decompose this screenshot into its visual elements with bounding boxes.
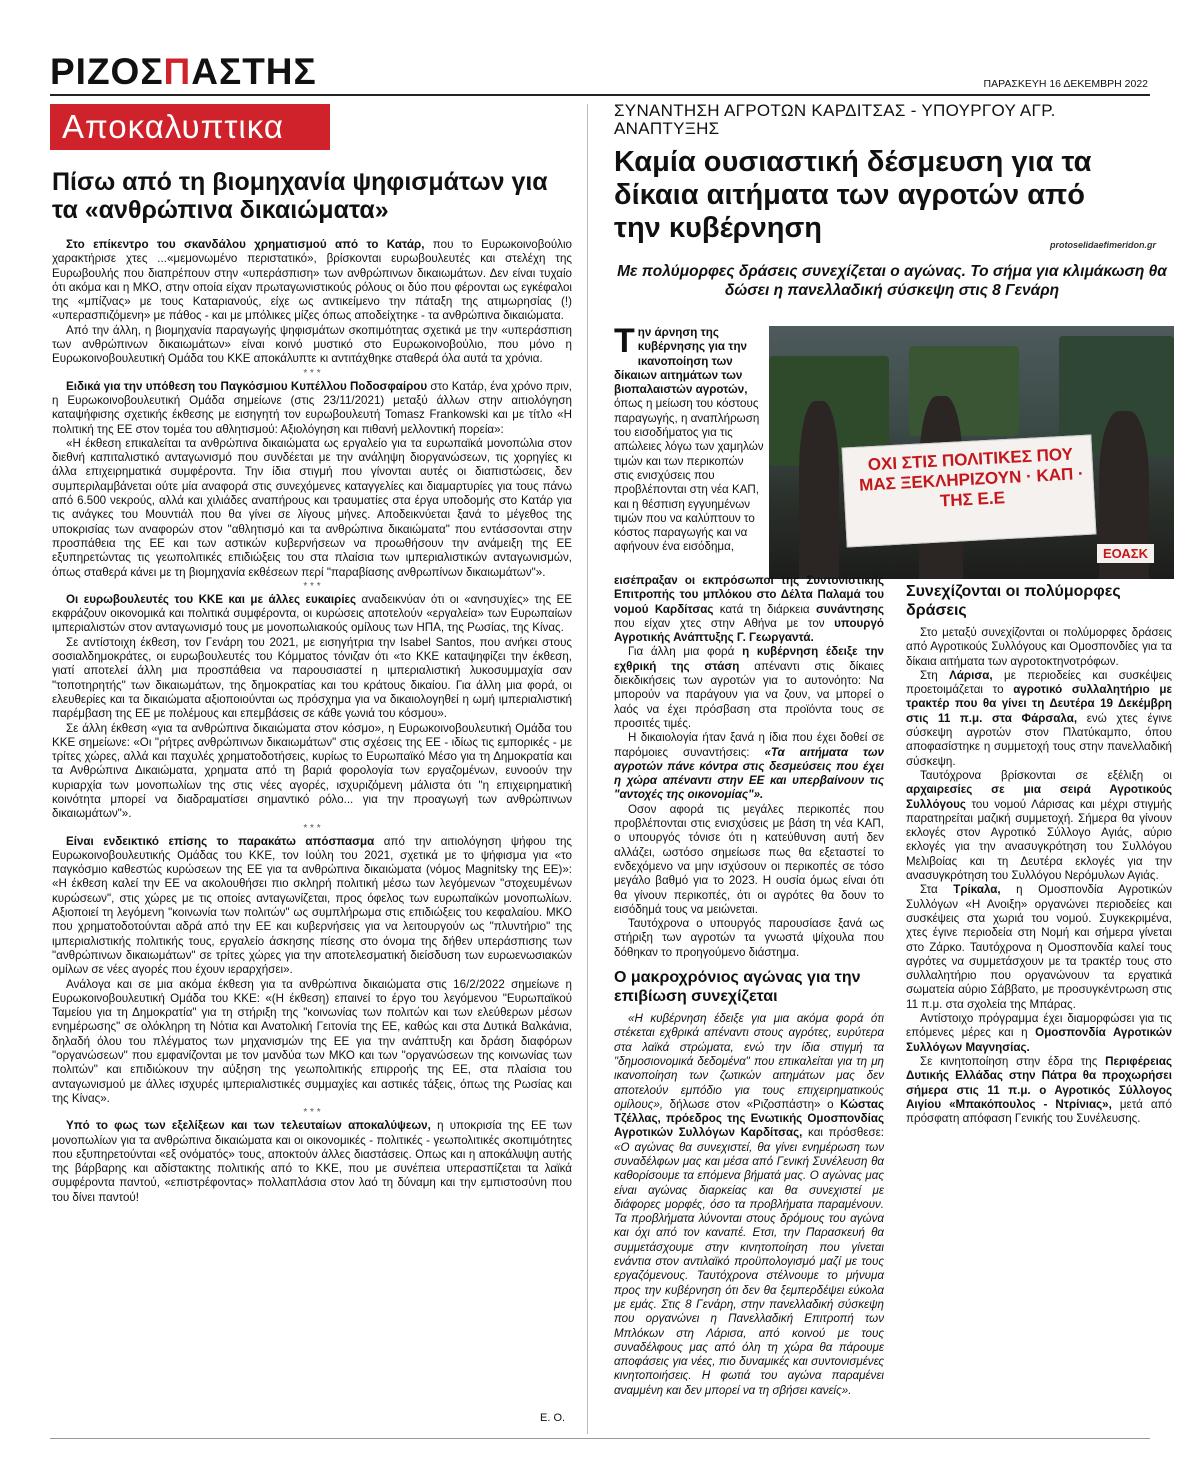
paragraph: Υπό το φως των εξελίξεων και των τελευταίων αποκαλύψεων, η υποκρισία της ΕΕ των μονοπωλίων για τα ανθρώπινα δικαιώματα και οι οικονομικές - πολιτικές - γεωπολιτικές σκοπιμότητες που εξυπηρετούνται «εξ ονόματός» τους, αποκτούν άλλες διαστάσεις. Οπως και η αποκάλυψη αυτής της βάρβαρης και αδίστακτης πολιτικής από το ΚΚΕ, που με συνέπεια υπερασπίζεται τα λαϊκά συμφέροντα παντού, «επιστρέφοντας» πολλαπλάσια στον λαό τη δύναμη και την εμπιστοσύνη που του δίνει παντού! [52,1119,572,1204]
paragraph: Οσον αφορά τις μεγάλες περικοπές που προβλέπονται στις ενισχύσεις με βάση τη νέα ΚΑΠ, ο υπουργός τόνισε ότι η κατεύθυνση αυτή δεν αλλάζει, ωστόσο σημείωσε πως θα εξεταστεί το ενδεχόμενο να μην ισχύσουν οι περικοπές σε τόσο μεγάλο βαθμό για το 2023. Η ουσία όμως είναι ότι θα γίνουν περικοπές, ότι οι αγρότες θα δουν το εισόδημά τους να μειώνεται. [614,802,884,916]
right-intro-column [614,322,764,555]
masthead-logo: ΡΙΖΟΣΠΑΣΤΗΣ [50,51,317,92]
right-column-1 [614,574,884,1398]
paragraph: Ταυτόχρονα βρίσκονται σε εξέλιξη οι αρχαιρεσίες σε μια σειρά Αγροτικούς Συλλόγους του νομού Λάρισας και μέχρι στιγμής παρατηρείται μαζική συμμετοχή. Σήμερα θα γίνουν εκλογές στον Αγροτικό Σύλλογο Αγιάς, αύριο εκλογές για την ανασυγκρότηση του Συλλόγου Μελιβοίας και τη Δευτέρα εκλογές για την ανασυγκρότηση του Συλλόγου Νερόμυλων Αγιάς. [906,768,1172,883]
separator-stars: * * * [303,367,321,379]
paragraph: Αντίστοιχο πρόγραμμα έχει διαμορφώσει για τις επόμενες μέρες και η Ομοσπονδία Αγροτικών Συλλόγων Μαγνησίας. [906,1012,1173,1054]
left-headline: Πίσω από τη βιομηχανία ψηφισμάτων για τα «ανθρώπινα δικαιώματα» [52,168,548,224]
paragraph: Στη Λάρισα, με περιοδείες και συσκέψεις προετοιμάζεται το αγροτικό συλλαλητήριο με τρακτέρ που θα γίνει τη Δευτέρα 19 Δεκέμβρη στις 11 π.μ. στα Φάρσαλα, ενώ χτες έγινε σύσκεψη αγροτών στον Πλατύκαμπο, όπου αποφασίστηκε η συμμετοχή τους στην πανελλαδική σύσκεψη. [906,668,1172,768]
footer-rule [50,1438,1150,1439]
author-signature: Ε. Ο. [540,1412,566,1424]
paragraph: Ανάλογα και σε μια ακόμα έκθεση για τα ανθρώπινα δικαιώματα στις 16/2/2022 σημείωνε η Ευρωκοινοβουλευτική Ομάδα του ΚΚΕ: «(Η έκθεση) επαινεί το έργο του λεγόμενου "Ευρωπαϊκού Ταμείου για τη Δημοκρατία" για τη στήριξη της "κοινωνίας των πολιτών και των ελεύθερων μέσων ενημέρωσης" σε ολόκληρη τη Νότια και Ανατολική Γειτονία της ΕΕ, καθώς και στα Δυτικά Βαλκάνια, δηλαδή όλου του πλέγματος των μηχανισμών της ΕΕ για την ανάπτυξη και δράση διαφόρων "οργανώσεων" που εμφανίζονται με τον μανδύα των ΜΚΟ και των "οργανώσεων της κοινωνίας των πολιτών" και επιδιώκουν την αύξηση της γεωπολιτικής επιρροής της ΕΕ, στα πλαίσια του ανταγωνισμού με άλλες ισχυρές ιμπεριαλιστικές συμμαχίες και αστικές τάξεις, όπως της Ρωσίας και της Κίνας». [52,977,572,1105]
paragraph: Σε κινητοποίηση στην έδρα της Περιφέρειας Δυτικής Ελλάδας στην Πάτρα θα προχωρήσει σήμερα στις 11 π.μ. ο Αγροτικός Σύλλογος Αιγίου «Μπακόπουλος - Ντρίνιας», μετά από πρόσφατη απόφαση Γενικής του Συνέλευσης. [906,1054,1172,1126]
paragraph: Σε αντίστοιχη έκθεση, τον Γενάρη του 2021, με εισηγήτρια την Isabel Santos, που ανήκει στους σοσιαλδημοκράτες, οι ευρωβουλευτές του Κόμματος τόνιζαν ότι «το ΚΚΕ καταψηφίζει την έκθεση, γιατί αποτελεί άλλη μια προσπάθεια να παρουσιαστεί η ιμπεριαλιστική λυκοσυμμαχία σαν "τοποτηρητής" των δικαιωμάτων, της δημοκρατίας και του κράτους δικαίου. Για άλλη μια φορά, οι ελευθερίες και τα δικαιώματα αξιοποιούνται ως πρόσχημα για να δικαιολογηθεί η ωμή ιμπεριαλιστική παρέμβαση της ΕΕ με πολέμους και επεμβάσεις σε κάθε γωνιά του κόσμου». [52,635,572,721]
right-subheadline: Με πολύμορφες δράσεις συνεχίζεται ο αγώνας. Το σήμα για κλιμάκωση θα δώσει η πανελλαδική σύσκεψη στις 8 Γενάρη [617,263,1167,299]
source-credit: protoselidaefimeridon.gr [1050,240,1157,250]
paragraph: Για άλλη μια φορά η κυβέρνηση έδειξε την εχθρική της στάση απέναντι στις δίκαιες διεκδικήσεις των αγροτών για το αυτονόητο: Να μπορούν να παράγουν για να ζουν, να μπορεί ο λαός να έχει πρόσβαση στα προϊόντα τους σε προσιτές τιμές. [614,645,884,730]
right-kicker: ΣΥΝΑΝΤΗΣΗ ΑΓΡΟΤΩΝ ΚΑΡΔΙΤΣΑΣ - ΥΠΟΥΡΓΟΥ ΑΓΡ. ΑΝΑΠΤΥΞΗΣ [614,101,1056,138]
paragraph: Οι ευρωβουλευτές του ΚΚΕ και με άλλες ευκαιρίες αναδεικνύαν ότι οι «ανησυχίες» της ΕΕ εκφράζουν οικονομικά και πολιτικά συμφέροντα, οι κυρώσεις αποτελούν «εργαλεία» των Ευρωπαίων ιμπεριαλιστών στον ανταγωνισμό τους με μονοπωλιακούς ομίλους των ΗΠΑ, της Ρωσίας, της Κίνας. [52,592,572,635]
farmers-protest-photo [769,326,1174,579]
photo-person [799,401,839,579]
paragraph: Στο επίκεντρο του σκανδάλου χρηματισμού από το Κατάρ, που το Ευρωκοινοβούλιο χαρακτήρισε χτες ...«μεμονωμένο περιστατικό», βρίσκονται ευρωβουλευτές και στελέχη της Ευρωβουλής που διαπρέπουν στην «υπεράσπιση» των ανθρώπινων δικαιωμάτων. Δεν είναι τυχαίο ότι ακόμα και η ΜΚΟ, στην οποία είχαν πρωταγωνιστικούς ρόλους οι δύο που φέρονται ως εγκέφαλοι της «μπίζνας» με τους Καταριανούς, είχε ως αντικείμενο την πάταξη της ατιμωρησίας (!) «υπερασπιζόμενη» με πάθος - και με μπόλικες μίζες όπως αποδείχτηκε - τα ανθρώπινα δικαιώματα. [52,238,572,323]
protest-banner: ΟΧΙ ΣΤΙΣ ΠΟΛΙΤΙΚΕΣ ΠΟΥ ΜΑΣ ΞΕΚΛΗΡΙΖΟΥΝ · ΚΑΠ · ΤΗΣ Ε.Ε [842,435,1097,548]
paragraph: Είναι ενδεικτικό επίσης το παρακάτω απόσπασμα από την αιτιολόγηση ψήφου της Ευρωκοινοβουλευτικής Ομάδας του ΚΚΕ, τον Ιούλη του 2021, σχετικά με το ψήφισμα για «το παγκόσμιο καθεστώς κυρώσεων της ΕΕ για τα ανθρώπινα δικαιώματα (νόμος Magnitsky της ΕΕ)»: «Η έκθεση καλεί την ΕΕ να ακολουθήσει πιο σκληρή πολιτική μέσω των λεγόμενων "στοχευμένων κυρώσεων", στις χώρες με τις οποίες ανταγωνίζεται, προς όφελος των ευρωπαϊκών μονοπωλίων. Αξιοποιεί τη λεγόμενη "κοινωνία των πολιτών" ως συμπλήρωμα στις επιδιώξεις του κεφαλαίου. ΜΚΟ που χρηματοδοτούνται αδρά από την ΕΕ και κυβερνήσεις για να λειτουργούν ως "πλυντήριο" της ιμπεριαλιστικής πολιτικής τους, εργαλείο άσκησης πίεσης στο όνομα της δήθεν υπεράσπισης των "ανθρώπινων δικαιωμάτων" σε τρίτες χώρες για την αποτελεσματική διείσδυση των ευρωενωσιακών ομίλων σε νέες αγορές που έχουν ιεραρχήσει». [52,834,573,977]
left-article-body [52,238,572,1205]
paragraph: Στα Τρίκαλα, η Ομοσπονδία Αγροτικών Συλλόγων «Η Ανοιξη» οργανώνει περιοδείες και συσκέψεις στα χωριά του νομού. Συγκεκριμένα, χτες έγινε περιοδεία στη Νομή και σήμερα γίνεται στο Ζάρκο. Ταυτόχρονα η Ομοσπονδία καλεί τους αγρότες να συμμετάσχουν με τα τρακτέρ τους στο συλλαλητήριο που οργανώνουν τα εργατικά σωματεία αύριο Σάββατο, με προσυγκέντρωση στις 11 π.μ. στα σχολεία της Μπάρας. [906,883,1172,1011]
right-headline: Καμία ουσιαστική δέσμευση για τα δίκαια αιτήματα των αγροτών από την κυβέρνηση [614,146,1092,244]
section-label: Αποκαλυπτικα [50,104,330,150]
separator-stars: * * * [303,580,321,592]
paragraph: «Η κυβέρνηση έδειξε για μια ακόμα φορά ότι στέκεται εχθρικά απέναντι στους αγρότες, ευρύτερα στα λαϊκά στρώματα, ενώ την ίδια στιγμή τα "δημοσιονομικά δεδομένα" που επικαλείται για τη μη ικανοποίηση των ζωτικών αιτημάτων μας δεν αποτελούν εμπόδιο για τους επιχειρηματικούς ομίλους», δήλωσε στον «Ριζοσπάστη» ο Κώστας Τζέλλας, πρόεδρος της Ενωτικής Ομοσπονδίας Αγροτικών Συλλόγων Καρδίτσας, και πρόσθεσε: «Ο αγώνας θα συνεχιστεί, θα γίνει ενημέρωση των συναδέλφων μας και μέσα από Γενική Συνέλευση θα καθορίσουμε τα επόμενα βήματά μας. Ο αγώνας μας είναι αγώνας διαρκείας και θα συνεχιστεί με διάφορες μορφές, όσο τα προβλήματα παραμένουν. Τα προβλήματα λύνονται στους δρόμους του αγώνα και όχι από τον καναπέ. Ετσι, την Παρασκευή θα συμμετάσχουμε στην κινητοποίηση που γίνεται ενάντια στον αντιλαϊκό προϋπολογισμό μαζί με τους εργαζόμενους. Ταυτόχρονα στέλνουμε το μήνυμα προς την κυβέρνηση ότι δεν θα ξεμπερδέψει εύκολα με εμάς. Στις 8 Γενάρη, στην πανελλαδική σύσκεψη που οργανώνει η Πανελλαδική Επιτροπή των Μπλόκων στη Λάρισα, από κοινού με τους συναδέλφους μας από όλη τη χώρα θα πάρουμε αποφάσεις για νέες, πιο δυναμικές και συντονισμένες κινητοποιήσεις. Η φωτιά του αγώνα παραμένει αναμμένη και δεν μπορεί να τη σβήσει κανείς». [614,1012,884,1397]
paragraph: Από την άλλη, η βιομηχανία παραγωγής ψηφισμάτων σκοπιμότητας σχετικά με την «υπεράσπιση των ανθρώπινων δικαιωμάτων» είναι κοινό μυστικό στο Ευρωκοινοβούλιο, που μόνο η Ευρωκοινοβουλευτική Ομάδα του ΚΚΕ αποκάλυπτε κι αντιτάχθηκε σταθερά όλα αυτά τα χρόνια. [52,323,572,366]
separator-stars: * * * [303,822,321,834]
paragraph: Στο μεταξύ συνεχίζονται οι πολύμορφες δράσεις από Αγροτικούς Συλλόγους και Ομοσπονδίες για τα δίκαια αιτήματα των αγροτοκτηνοτρόφων. [906,626,1172,668]
paragraph: Την άρνηση της κυβέρνησης για την ικανοποίηση των δίκαιων αιτημάτων των βιοπαλαιστών αγροτών, όπως η μείωση του κόστους παραγωγής, η αναπλήρωση του εισοδήματος για τις απώλειες λόγω των χαμηλών τιμών και των περικοπών στις ενισχύσεις που προβλέπονται στη νέα ΚΑΠ, και η θέσπιση εγγυημένων τιμών που να καλύπτουν το κόστος παραγωγής και να αφήνουν ένα εισόδημα, [614,322,764,554]
right-column-2 [906,574,1172,1126]
paragraph: «Η έκθεση επικαλείται τα ανθρώπινα δικαιώματα ως εργαλείο για τα ευρωπαϊκά μονοπώλια στον διεθνή καπιταλιστικό ανταγωνισμό που συνδέεται με την ανάληψη διοργανώσεων, τις χορηγίες κι άλλα επιχειρηματικά συμφέροντα. Την ίδια στιγμή που γίνονται αυτές οι διαπιστώσεις, δεν συμπεριλαμβάνεται ούτε μία αναφορά στις συνεχόμενες καταγγελίες και διαμαρτυρίες για τους πάνω από 6.500 νεκρούς, αλλά και χιλιάδες αναπήρους και τραυματίες στα έργα υποδομής στο Κατάρ για τις ανάγκες του Μουντιάλ που θα γίνει σε λίγους μήνες. Αποδεικνύεται ξανά το μέγεθος της υποκρισίας των αναφορών στον "αθλητισμό και τα ανθρώπινα δικαιώματα" που εντάσσονται στην προσπάθεια της ΕΕ και των αστικών κυβερνήσεων να προωθήσουν την ανάμειξη της ΕΕ εξυπηρετώντας τις γεωπολιτικές επιδιώξεις του στα πλαίσια των ιμπεριαλιστικών ανταγωνισμών, όπως σταθερά κάνει με τη βιομηχανία εκθέσεων περί "παραβίασης ανθρωπίνων δικαιωμάτων"». [52,436,572,579]
column-divider [587,104,588,1434]
protest-sign: ΕΟΑΣΚ [1097,544,1154,563]
paragraph: Ταυτόχρονα ο υπουργός παρουσίασε ξανά ως στήριξη των αγροτών τα γνωστά ψίχουλα που δόθηκαν το προηγούμενο διάστημα. [614,917,884,959]
issue-date: ΠΑΡΑΣΚΕΥΗ 16 ΔΕΚΕΜΒΡΗ 2022 [983,78,1148,90]
paragraph: Σε άλλη έκθεση «για τα ανθρώπινα δικαιώματα στον κόσμο», η Ευρωκοινοβουλευτική Ομάδα του ΚΚΕ σημείωνε: «Οι "ρήτρες ανθρώπινων δικαιωμάτων" στις σχέσεις της ΕΕ - ιδίως τις εμπορικές - με τρίτες χώρες, αλλά και παχυλές χρηματοδοτήσεις, κυρίως το Ευρωπαϊκό Μέσο για τη Δημοκρατία και τα Ανθρώπινα Δικαιώματα, χρηματα από τη βαριά φορολογία των εργαζομένων, ευνοούν την κυριαρχία των μονοπωλίων της στις νέες αγορές, ισχυριζόμενη μάλιστα ότι "η επιχειρηματική κοινότητα μπορεί να διαδραματίσει σημαντικό ρόλο... για την προαγωγή των ανθρώπινων δικαιωμάτων"». [52,721,572,821]
subheading: Ο μακροχρόνιος αγώνας για την επιβίωση συνεχίζεται [614,969,861,1006]
paragraph: Η δικαιολογία ήταν ξανά η ίδια που έχει δοθεί σε παρόμοιες συναντήσεις: «Τα αιτήματα των αγροτών πάνε κόντρα στις δεσμεύσεις που έχει η χώρα απέναντι στην ΕΕ και υπερβαίνουν τις "αντοχές της οικονομίας"». [614,731,884,802]
paragraph: εισέπραξαν οι εκπρόσωποι της Συντονιστικής Επιτροπής του μπλόκου στο Δέλτα Παλαμά του νομού Καρδίτσας κατά τη διάρκεια συνάντησης που είχαν χτες στην Αθήνα με τον υπουργό Αγροτικής Ανάπτυξης Γ. Γεωργαντά. [614,574,884,645]
subheading: Συνεχίζονται οι πολύμορφες δράσεις [906,583,1121,619]
header-rule [50,94,1150,96]
paragraph: Ειδικά για την υπόθεση του Παγκόσμιου Κυπέλλου Ποδοσφαίρου στο Κατάρ, ένα χρόνο πριν, η Ευρωκοινοβουλευτική Ομάδα σημείωνε (στις 23/11/2021) μεταξύ άλλων στην αιτιολόγηση καταψήφισης σχετικής έκθεσης με εισηγητή τον ευρωβουλευτή Tomasz Frankowski και με τίτλο «Η πολιτική της ΕΕ στον τομέα του αθλητισμού: Αξιολόγηση και πιθανή μελλοντική πορεία»: [52,379,572,436]
separator-stars: * * * [303,1107,321,1119]
